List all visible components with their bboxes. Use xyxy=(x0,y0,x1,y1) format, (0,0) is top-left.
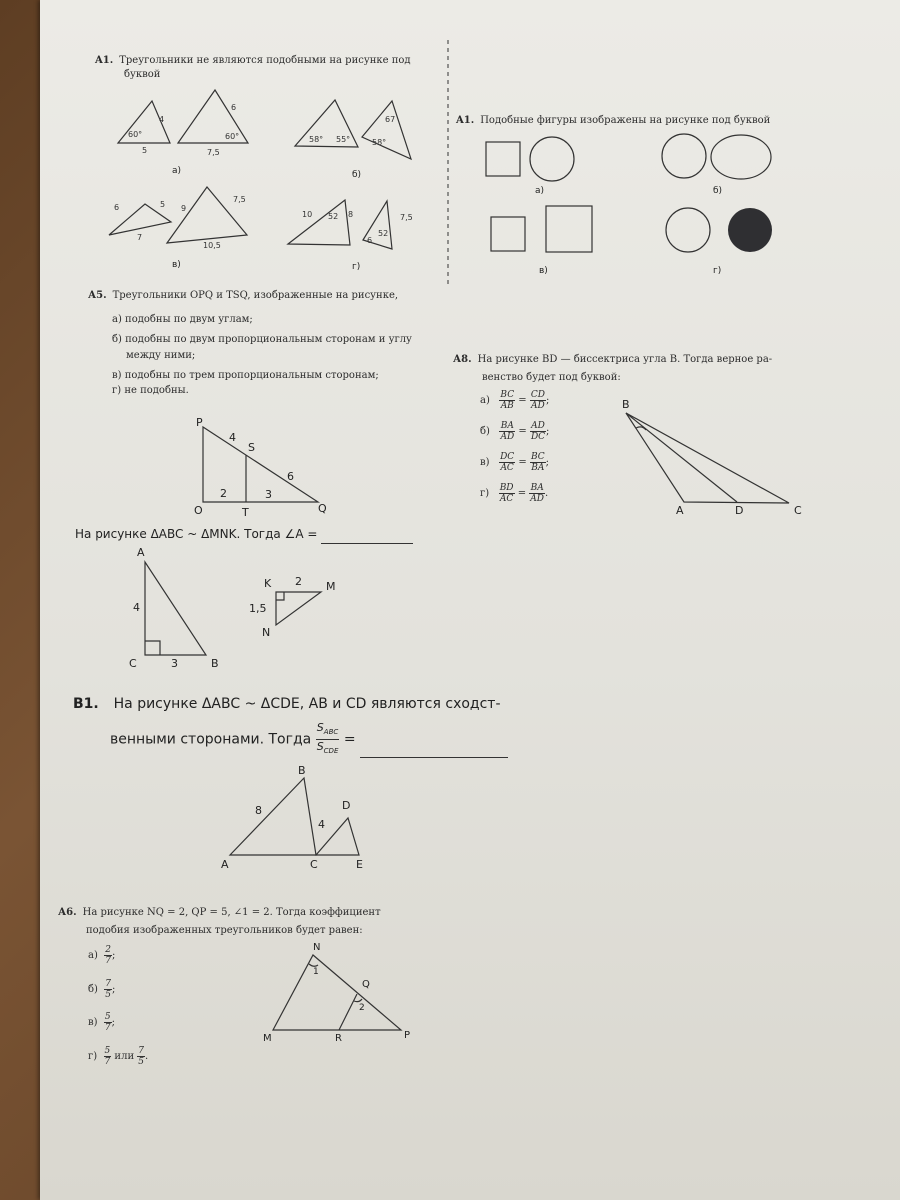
q1-c-s2: 5 xyxy=(160,200,166,209)
q4-option-d: г) $\frac{BD}{AC}$ = $\frac{BA}{AD}$ . xyxy=(480,483,549,504)
q7-triangle-mnp xyxy=(273,955,401,1030)
q1-a-angle-right: 60° xyxy=(225,132,240,141)
q6-length-ab: 8 xyxy=(255,804,262,817)
q1-option-c: в) xyxy=(172,260,181,270)
q1-title-line2: буквой xyxy=(124,69,161,80)
q3-option-b-cont: между ними; xyxy=(126,350,196,361)
q5-point-c: C xyxy=(129,657,137,670)
q7-option-c: в) $\frac{5}{7}$ ; xyxy=(88,1012,115,1033)
q4-point-a: A xyxy=(676,504,684,517)
q3-length-ot: 2 xyxy=(220,487,227,500)
q7-title-line2: подобия изображенных треугольников будет равен: xyxy=(86,925,363,936)
q7-point-r: R xyxy=(335,1033,342,1044)
q3-point-q: Q xyxy=(318,502,327,515)
q5-point-a: A xyxy=(137,546,145,559)
q1-d-s4: 6 xyxy=(367,236,373,245)
q4-point-b: B xyxy=(622,398,630,411)
q3-title: А5. Треугольники OPQ и TSQ, изображенные на рисунке, xyxy=(88,290,399,301)
q7-angle-mark-1 xyxy=(309,964,318,966)
q7-title: А6. На рисунке NQ = 2, QP = 5, ∠1 = 2. Тогда коэффициент xyxy=(58,907,381,918)
q2-option-a: а) xyxy=(535,186,545,196)
q7-point-p: P xyxy=(404,1030,411,1041)
q1-b-angle3: 58° xyxy=(372,138,387,147)
q1-c-s4: 9 xyxy=(181,204,187,213)
q6-point-d: D xyxy=(342,799,351,812)
q1-d-s3: 7,5 xyxy=(400,213,413,222)
q3-length-sq: 6 xyxy=(287,470,294,483)
q3-point-t: T xyxy=(242,506,249,519)
q5-length-cb: 3 xyxy=(171,657,178,670)
q2-option-b: б) xyxy=(713,186,723,196)
q5-text: На рисунке ΔABC ~ ΔMNK. Тогда ∠A = xyxy=(75,524,413,544)
q1-a-side-top: 4 xyxy=(159,115,165,124)
q1-option-d: г) xyxy=(352,262,361,272)
q3-length-tq: 3 xyxy=(265,488,272,501)
q3-option-d: г) не подобны. xyxy=(112,385,189,396)
q5-point-m: M xyxy=(326,580,336,593)
q1-c-s1: 6 xyxy=(114,203,120,212)
q7-angle-mark-2 xyxy=(354,999,362,1002)
q3-option-a: а) подобны по двум углам; xyxy=(112,314,253,325)
q7-option-a: а) $\frac{2}{7}$ ; xyxy=(88,945,116,966)
q6-area-ratio: $\frac{S_{ABC}}{S_{CDE}}$ xyxy=(316,721,339,756)
q6-point-e: E xyxy=(356,858,363,871)
q5-point-n: N xyxy=(262,626,271,639)
q4-option-b: б) $\frac{BA}{AD}$ = $\frac{AD}{DC}$ ; xyxy=(480,421,550,442)
q1-title: A1. Треугольники не являются подобными на рисунке под xyxy=(95,55,411,66)
q3-option-c: в) подобны по трем пропорциональным сторонам; xyxy=(112,370,379,381)
q4-title-line2: венство будет под буквой: xyxy=(482,372,621,383)
q1-c-s6: 10,5 xyxy=(203,241,221,250)
q1-a-side-bottom2: 7,5 xyxy=(207,148,220,157)
q2-title: A1. Подобные фигуры изображены на рисунке под буквой xyxy=(456,115,771,126)
q6-point-a: A xyxy=(221,858,229,871)
q5-point-k: K xyxy=(264,577,272,590)
q1-option-b: б) xyxy=(352,170,362,180)
q7-point-n: N xyxy=(313,942,321,953)
q6-point-c: C xyxy=(310,858,318,871)
q7-option-d: г) $\frac{5}{7}$ или $\frac{7}{5}$ . xyxy=(88,1046,149,1067)
q6-title-line2: венными сторонами. Тогда $\frac{S_{ABC}}{S_{CDE}}$ = xyxy=(110,721,508,758)
q1-d-a1: 52 xyxy=(328,212,339,221)
q4-point-c: C xyxy=(794,504,802,517)
q3-length-ps: 4 xyxy=(229,431,236,444)
q7-option-b: б) $\frac{7}{5}$ ; xyxy=(88,979,116,1000)
q1-option-a: а) xyxy=(172,166,182,176)
q1-b-angle2: 55° xyxy=(336,135,351,144)
q7-point-q: Q xyxy=(362,979,370,990)
q5-length-kn: 1,5 xyxy=(249,602,267,615)
q6-point-b: B xyxy=(298,764,306,777)
q7-angle-1: 1 xyxy=(313,967,319,977)
q1-d-s2: 8 xyxy=(348,210,354,219)
q3-point-p: P xyxy=(196,416,203,429)
q1-a-angle-left: 60° xyxy=(128,130,143,139)
q7-point-m: M xyxy=(263,1033,272,1044)
q4-option-c: в) $\frac{DC}{AC}$ = $\frac{BC}{BA}$ ; xyxy=(480,452,549,473)
q2-option-d: г) xyxy=(713,266,722,276)
q1-b-angle1: 58° xyxy=(309,135,324,144)
q1-d-s1: 10 xyxy=(302,210,313,219)
q4-option-a: а) $\frac{BC}{AB}$ = $\frac{CD}{AD}$ ; xyxy=(480,390,550,411)
q3-point-o: O xyxy=(194,504,203,517)
q7-segment-rq xyxy=(339,994,357,1030)
q1-a-side-right: 6 xyxy=(231,103,237,112)
q4-title: А8. На рисунке BD — биссектриса угла B. Тогда верное ра- xyxy=(453,354,773,365)
q1-c-s3: 7 xyxy=(137,233,143,242)
q5-length-ac: 4 xyxy=(133,601,140,614)
q3-point-s: S xyxy=(248,441,255,454)
q4-point-d: D xyxy=(735,504,744,517)
q6-length-cd: 4 xyxy=(318,818,325,831)
q1-c-s5: 7,5 xyxy=(233,195,246,204)
q6-title: B1. На рисунке ΔABC ~ ΔCDE, AB и CD являются сходст- xyxy=(73,696,501,712)
q1-a-side-bottom: 5 xyxy=(142,146,148,155)
q1-b-top: 67 xyxy=(385,115,396,124)
q5-length-km: 2 xyxy=(295,575,302,588)
q2-option-c: в) xyxy=(539,266,548,276)
q3-option-b: б) подобны по двум пропорциональным сторонам и углу xyxy=(112,334,412,345)
q1-d-a2: 52 xyxy=(378,229,389,238)
q5-point-b: B xyxy=(211,657,219,670)
q7-angle-2: 2 xyxy=(359,1003,365,1013)
